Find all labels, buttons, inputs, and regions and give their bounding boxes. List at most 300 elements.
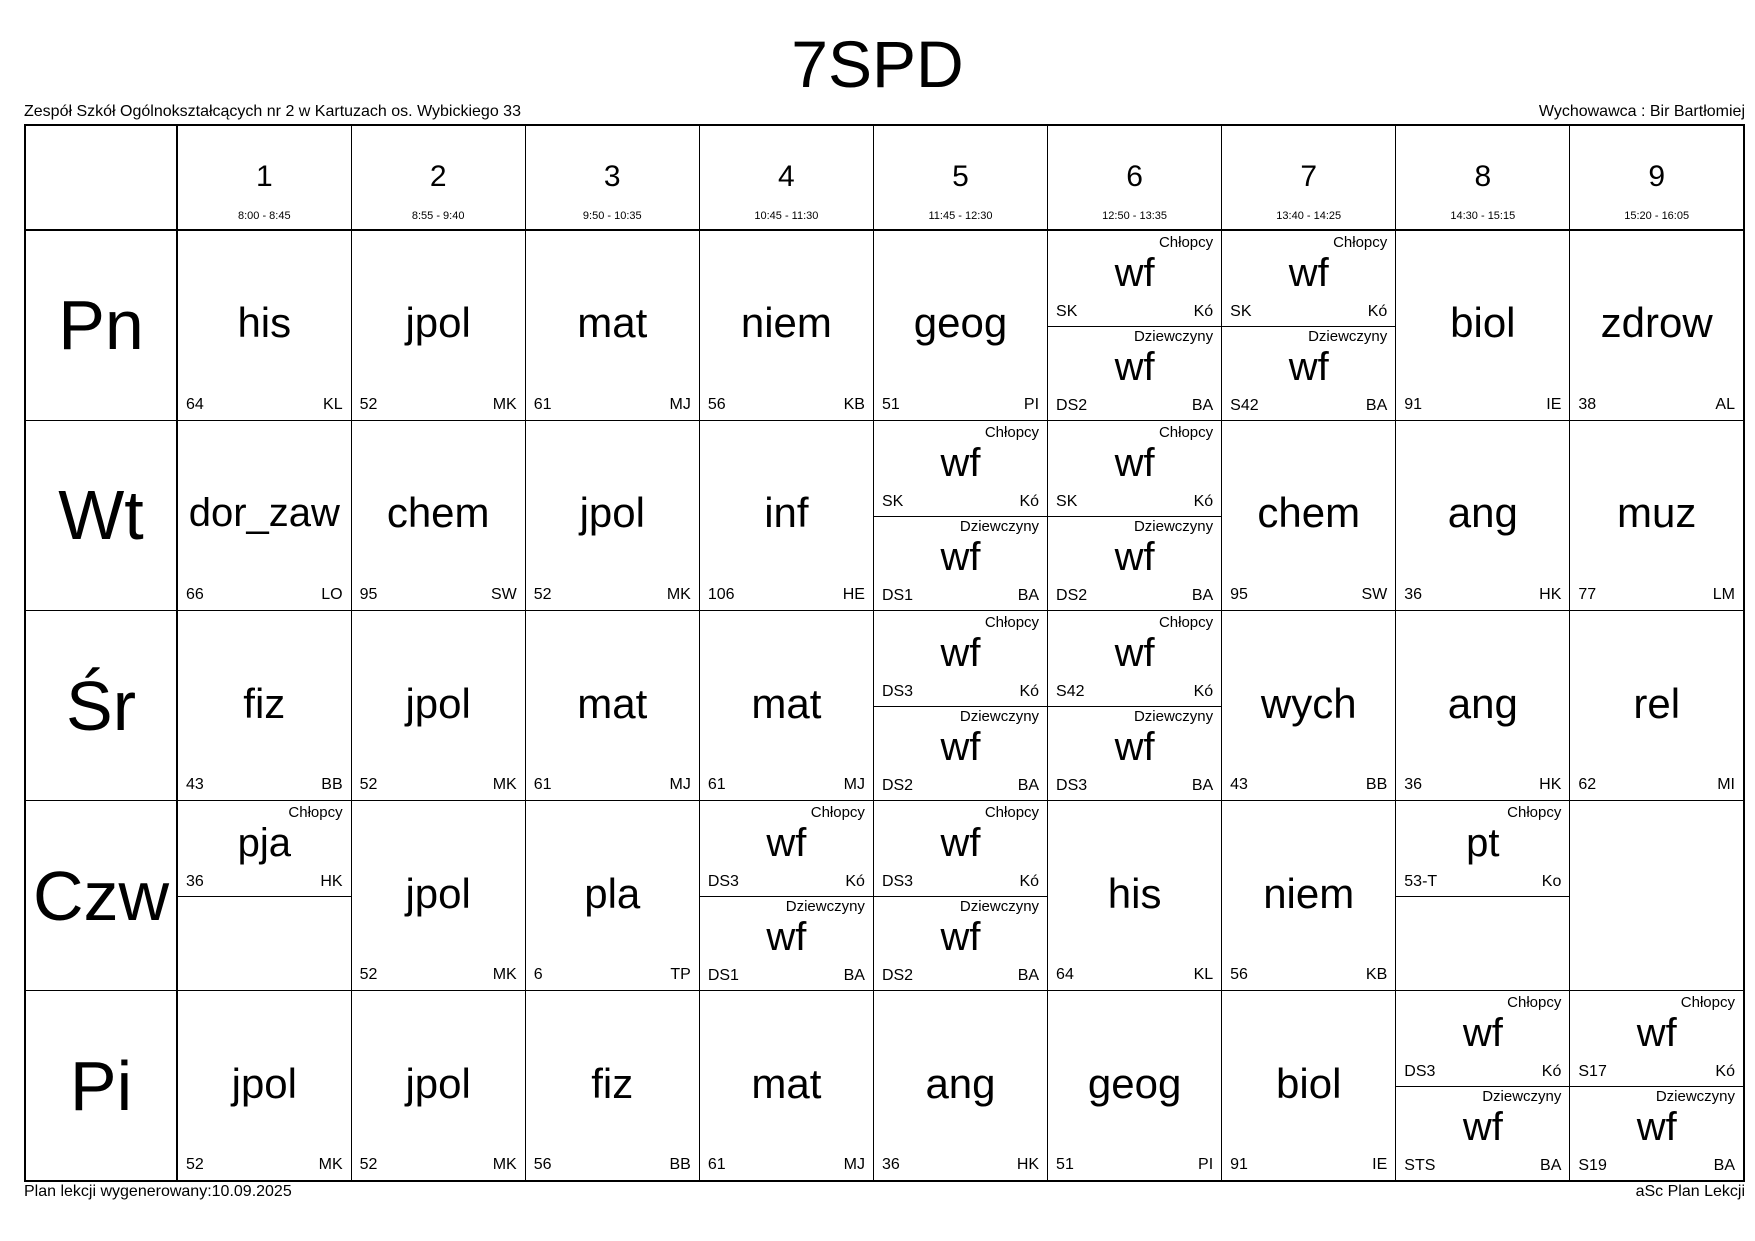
room: 95 [1230, 585, 1248, 603]
group-lesson [1570, 1085, 1743, 1180]
day-row [25, 801, 1744, 991]
lesson-cell [1570, 420, 1744, 610]
group-name: Chłopcy [1333, 234, 1388, 252]
timetable-title: 7SPD [791, 27, 964, 101]
group-lesson [1222, 325, 1395, 420]
group-lesson [1048, 421, 1221, 517]
teacher-code: IE [1372, 1156, 1388, 1173]
room: S42 [1230, 396, 1259, 414]
subject: mat [577, 299, 648, 347]
lesson [874, 991, 1047, 1180]
group-name: Chłopcy [1158, 234, 1214, 252]
period-number: 2 [429, 160, 447, 193]
group-lesson [874, 421, 1047, 517]
teacher-code: MK [492, 966, 517, 984]
room: 64 [186, 395, 204, 413]
corner-cell [25, 125, 177, 230]
teacher-code: BA [1365, 396, 1388, 414]
lesson [178, 611, 351, 800]
teacher-code: MK [492, 1156, 517, 1173]
lesson [874, 231, 1047, 420]
lesson-cell [351, 610, 525, 800]
room: 62 [1578, 776, 1597, 794]
teacher-code: HK [1016, 1156, 1040, 1173]
room: 56 [707, 395, 726, 413]
lesson [1048, 801, 1221, 990]
period-time: 8:55 - 9:40 [411, 210, 465, 222]
lesson-cell [1396, 230, 1570, 420]
day-name: Wt [25, 420, 177, 610]
subject: wf [940, 440, 981, 485]
teacher-code: BA [1017, 586, 1040, 604]
subject: muz [1617, 489, 1697, 537]
school-name: Zespół Szkół Ogólnokształcących nr 2 w Kartuzach os. Wybickiego 33 [24, 103, 521, 120]
subject: wf [1636, 1105, 1677, 1149]
lesson-cell [873, 230, 1047, 420]
lesson [178, 231, 351, 420]
room: 56 [1230, 966, 1248, 984]
group-lesson [1570, 991, 1743, 1087]
group-name: Chłopcy [810, 804, 865, 822]
room: SK [881, 492, 904, 510]
teacher-code: LO [321, 585, 343, 603]
teacher-code: Kó [1193, 492, 1214, 510]
lesson-cell [177, 991, 351, 1181]
teacher-code: AL [1715, 395, 1735, 413]
subject: pja [237, 821, 291, 866]
period-time: 8:00 - 8:45 [238, 210, 291, 222]
room: 66 [186, 585, 204, 603]
lesson [352, 231, 525, 420]
teacher-code: Kó [845, 873, 865, 891]
room: DS2 [1056, 396, 1088, 414]
teacher-code: BA [1713, 1157, 1735, 1174]
lesson-cell [699, 801, 873, 991]
room: SK [1230, 303, 1252, 321]
lesson-cell [177, 420, 351, 610]
teacher-code: KL [1193, 966, 1214, 984]
period-header [1396, 125, 1570, 230]
day-row [25, 610, 1744, 800]
subject: pla [584, 869, 641, 917]
teacher-code: PI [1198, 1156, 1214, 1173]
timetable-body [25, 125, 1744, 1181]
subject: wf [940, 534, 981, 579]
lesson [1570, 231, 1743, 420]
lesson [352, 421, 525, 610]
lesson [526, 991, 699, 1180]
period-number: 3 [603, 160, 621, 193]
teacher-code: BA [1191, 586, 1214, 604]
subject: wf [1114, 251, 1155, 296]
group-lesson [874, 895, 1047, 990]
teacher-code: MJ [843, 776, 865, 794]
subject: niem [740, 299, 832, 347]
teacher-code: MK [666, 585, 691, 603]
subject: jpol [405, 679, 471, 727]
period-number: 5 [952, 160, 969, 193]
subject: chem [1257, 489, 1361, 537]
room: DS2 [881, 777, 914, 795]
period-header [1570, 125, 1744, 230]
teacher-code: HE [842, 585, 865, 603]
subject: niem [1263, 869, 1355, 917]
teacher-code: Kó [1541, 1063, 1562, 1081]
room: 56 [533, 1156, 552, 1173]
subject: wf [1462, 1105, 1503, 1149]
teacher-code: Kó [1367, 303, 1388, 321]
group-lesson [1396, 1085, 1569, 1180]
group-lesson [1222, 231, 1395, 327]
lesson-cell [1396, 991, 1570, 1181]
lesson-cell [525, 801, 699, 991]
room: 106 [707, 585, 735, 603]
teacher-code: BA [1017, 967, 1040, 985]
teacher-code: HK [1539, 776, 1562, 794]
group-name: Chłopcy [1507, 804, 1562, 822]
group-name: Dziewczyny [1133, 327, 1214, 345]
period-time: 11:45 - 12:30 [928, 210, 993, 222]
group-name: Dziewczyny [1482, 1088, 1562, 1105]
lesson [1048, 991, 1221, 1180]
subject: wf [1462, 1011, 1503, 1056]
room: 43 [186, 776, 204, 794]
lesson-cell [351, 420, 525, 610]
group-lesson [874, 801, 1047, 897]
lesson-cell [1396, 801, 1570, 991]
subject: wf [1114, 725, 1155, 770]
room: DS3 [881, 682, 914, 700]
lesson-cell [699, 991, 873, 1181]
room: 38 [1578, 395, 1597, 413]
period-header [873, 125, 1047, 230]
day-name: Pn [25, 230, 177, 420]
group-name: Chłopcy [984, 423, 1040, 441]
teacher-code: Kó [1715, 1063, 1735, 1081]
group-lesson [874, 705, 1047, 800]
room: DS3 [1404, 1063, 1436, 1081]
lesson [1570, 421, 1743, 610]
group-lesson [700, 895, 873, 990]
lesson [700, 421, 873, 610]
lesson-cell [525, 991, 699, 1181]
room: DS3 [881, 873, 914, 891]
period-number: 7 [1300, 160, 1318, 193]
group-name: Dziewczyny [785, 898, 865, 916]
lesson [1396, 231, 1569, 420]
period-header [351, 125, 525, 230]
room: DS3 [707, 873, 739, 891]
day-name: Czw [25, 801, 177, 991]
group-lesson [178, 801, 351, 897]
teacher-code: MJ [669, 395, 691, 413]
subject: fiz [591, 1059, 634, 1107]
subject: wf [940, 630, 981, 675]
subject: his [237, 299, 292, 347]
group-name: Chłopcy [1507, 994, 1562, 1012]
subject: wf [1114, 440, 1155, 485]
lesson-cell [351, 801, 525, 991]
group-lesson [700, 801, 873, 897]
lesson-cell [873, 420, 1047, 610]
room: 64 [1056, 966, 1074, 984]
room: 61 [707, 1156, 726, 1173]
room: 52 [359, 395, 378, 413]
lesson [1570, 611, 1743, 800]
room: 43 [1230, 776, 1248, 794]
subject: geog [1087, 1059, 1182, 1107]
room: 52 [359, 1156, 378, 1173]
teacher-code: MJ [669, 776, 691, 794]
group-name: Dziewczyny [959, 708, 1040, 726]
subject: wf [766, 821, 807, 866]
subject: mat [577, 679, 648, 727]
group-lesson [1396, 895, 1569, 990]
subject: his [1107, 869, 1162, 917]
group-lesson [1396, 991, 1569, 1087]
lesson-cell [177, 610, 351, 800]
room: 61 [533, 776, 552, 794]
lesson-cell [1048, 420, 1222, 610]
lesson-cell [1222, 610, 1396, 800]
period-number: 8 [1474, 160, 1492, 193]
teacher-code: Ko [1541, 873, 1562, 891]
subject: rel [1633, 679, 1681, 727]
teacher-code: Kó [1019, 492, 1040, 510]
lesson [526, 611, 699, 800]
subject: wf [1288, 344, 1329, 389]
period-number: 4 [778, 160, 795, 193]
subject: mat [751, 1059, 822, 1107]
room: 52 [359, 776, 378, 794]
lesson [1396, 611, 1569, 800]
day-name: Pi [25, 991, 177, 1181]
lesson [178, 421, 351, 610]
teacher-code: BA [843, 967, 865, 985]
group-name: Chłopcy [288, 804, 343, 822]
lesson-cell [1570, 801, 1744, 991]
day-name: Śr [25, 610, 177, 800]
teacher-code: SW [490, 585, 517, 603]
subject: ang [1447, 489, 1518, 537]
period-number: 9 [1648, 160, 1666, 193]
room: 36 [881, 1156, 900, 1173]
subject: ang [925, 1059, 996, 1107]
subject: ang [1447, 679, 1518, 727]
lesson [352, 801, 525, 990]
room: SK [1056, 303, 1078, 321]
group-name: Chłopcy [1158, 613, 1214, 631]
period-header [1222, 125, 1396, 230]
lesson [700, 231, 873, 420]
subject: chem [386, 489, 490, 537]
teacher-code: PI [1023, 395, 1040, 413]
period-header [1048, 125, 1222, 230]
lesson-cell [699, 230, 873, 420]
room: S19 [1578, 1157, 1607, 1174]
generated-date: Plan lekcji wygenerowany:10.09.2025 [24, 1183, 292, 1200]
lesson-cell [351, 991, 525, 1181]
group-name: Dziewczyny [959, 898, 1040, 916]
lesson [1396, 421, 1569, 610]
group-lesson [1048, 611, 1221, 707]
room: 52 [186, 1156, 204, 1173]
lesson-cell [1048, 230, 1222, 420]
day-row [25, 230, 1744, 420]
teacher-code: BA [1540, 1157, 1562, 1174]
room: 53-T [1404, 873, 1438, 891]
group-lesson [1048, 325, 1221, 420]
subject: wf [1114, 344, 1155, 389]
lesson [526, 231, 699, 420]
lesson-cell [1570, 610, 1744, 800]
lesson-cell [873, 991, 1047, 1181]
teacher-code: TP [670, 966, 691, 984]
group-lesson [874, 611, 1047, 707]
group-name: Chłopcy [1158, 423, 1214, 441]
room: 91 [1230, 1156, 1248, 1173]
lesson-cell [525, 610, 699, 800]
group-name: Dziewczyny [1655, 1088, 1735, 1105]
lesson [526, 421, 699, 610]
lesson-cell [525, 230, 699, 420]
period-time: 13:40 - 14:25 [1276, 210, 1342, 222]
class-teacher: Wychowawca : Bir Bartłomiej [1538, 103, 1745, 120]
period-time: 15:20 - 16:05 [1624, 210, 1690, 222]
room: 52 [533, 585, 552, 603]
teacher-code: BA [1191, 777, 1214, 795]
teacher-code: IE [1546, 395, 1562, 413]
room: 77 [1578, 585, 1597, 603]
room: 6 [533, 966, 543, 984]
subject: jpol [231, 1059, 297, 1107]
teacher-code: BA [1017, 777, 1040, 795]
period-header-row [25, 125, 1744, 230]
teacher-code: HK [1539, 585, 1562, 603]
period-time: 10:45 - 11:30 [754, 210, 819, 222]
timetable-grid [24, 124, 1745, 1182]
period-header [699, 125, 873, 230]
teacher-code: LM [1712, 585, 1735, 603]
subject: jpol [405, 869, 471, 917]
room: 36 [1404, 585, 1423, 603]
room: S42 [1056, 682, 1085, 700]
room: 51 [1056, 1156, 1074, 1173]
subject: inf [764, 489, 809, 537]
lesson [352, 611, 525, 800]
lesson-cell [1222, 420, 1396, 610]
room: DS2 [881, 967, 914, 985]
lesson-cell [1396, 420, 1570, 610]
software-name: aSc Plan Lekcji [1635, 1183, 1745, 1200]
subject: wf [1114, 630, 1155, 675]
subject: zdrow [1600, 299, 1713, 347]
lesson [526, 801, 699, 990]
day-row [25, 991, 1744, 1181]
lesson-cell [1222, 801, 1396, 991]
subject: wf [940, 821, 981, 866]
lesson [700, 991, 873, 1180]
room: 52 [359, 966, 378, 984]
subject: wf [766, 915, 807, 960]
subject: wych [1260, 679, 1357, 727]
teacher-code: BA [1191, 396, 1214, 414]
teacher-code: MI [1717, 776, 1735, 794]
subject: pt [1466, 821, 1500, 866]
room: 91 [1404, 395, 1423, 413]
group-name: Dziewczyny [1133, 517, 1214, 535]
teacher-code: Kó [1019, 873, 1040, 891]
teacher-code: MK [492, 776, 517, 794]
subject: mat [751, 679, 822, 727]
period-header [177, 125, 351, 230]
teacher-code: Kó [1193, 682, 1214, 700]
teacher-code: SW [1361, 585, 1388, 603]
teacher-code: KB [843, 395, 865, 413]
teacher-code: KB [1365, 966, 1388, 984]
lesson-cell [1222, 991, 1396, 1181]
room: 61 [707, 776, 726, 794]
lesson-cell [1048, 991, 1222, 1181]
subject: jpol [405, 299, 471, 347]
room: STS [1404, 1157, 1436, 1174]
lesson [1222, 611, 1395, 800]
group-lesson [1396, 801, 1569, 897]
group-name: Dziewczyny [959, 517, 1040, 535]
lesson-cell [873, 610, 1047, 800]
subject: biol [1276, 1059, 1342, 1107]
lesson [1222, 421, 1395, 610]
teacher-code: MJ [843, 1156, 865, 1173]
teacher-code: BB [321, 776, 343, 794]
room: 36 [1404, 776, 1423, 794]
room: SK [1056, 492, 1078, 510]
lesson [700, 611, 873, 800]
group-name: Chłopcy [984, 804, 1040, 822]
lesson-cell [699, 610, 873, 800]
period-number: 6 [1126, 160, 1143, 193]
group-name: Dziewczyny [1133, 708, 1214, 726]
period-time: 12:50 - 13:35 [1102, 210, 1168, 222]
subject: biol [1450, 299, 1516, 347]
subject: fiz [243, 679, 286, 727]
subject: jpol [405, 1059, 471, 1107]
period-number: 1 [255, 160, 273, 193]
teacher-code: KL [323, 395, 343, 413]
lesson-cell [351, 230, 525, 420]
room: 61 [533, 395, 552, 413]
lesson-cell [1570, 230, 1744, 420]
lesson [178, 991, 351, 1180]
room: S17 [1578, 1063, 1607, 1081]
lesson-cell [1396, 610, 1570, 800]
group-lesson [874, 515, 1047, 610]
subject: dor_zaw [188, 491, 340, 536]
room: 95 [359, 585, 378, 603]
lesson [1222, 801, 1395, 990]
lesson [1222, 991, 1395, 1180]
lesson-cell [1048, 801, 1222, 991]
group-lesson [1048, 705, 1221, 800]
group-name: Dziewczyny [1308, 327, 1388, 345]
group-lesson [1048, 515, 1221, 610]
teacher-code: Kó [1193, 303, 1214, 321]
group-name: Chłopcy [1680, 994, 1735, 1012]
period-header [525, 125, 699, 230]
subject: wf [940, 915, 981, 960]
room: 51 [881, 395, 900, 413]
lesson-cell [1570, 991, 1744, 1181]
